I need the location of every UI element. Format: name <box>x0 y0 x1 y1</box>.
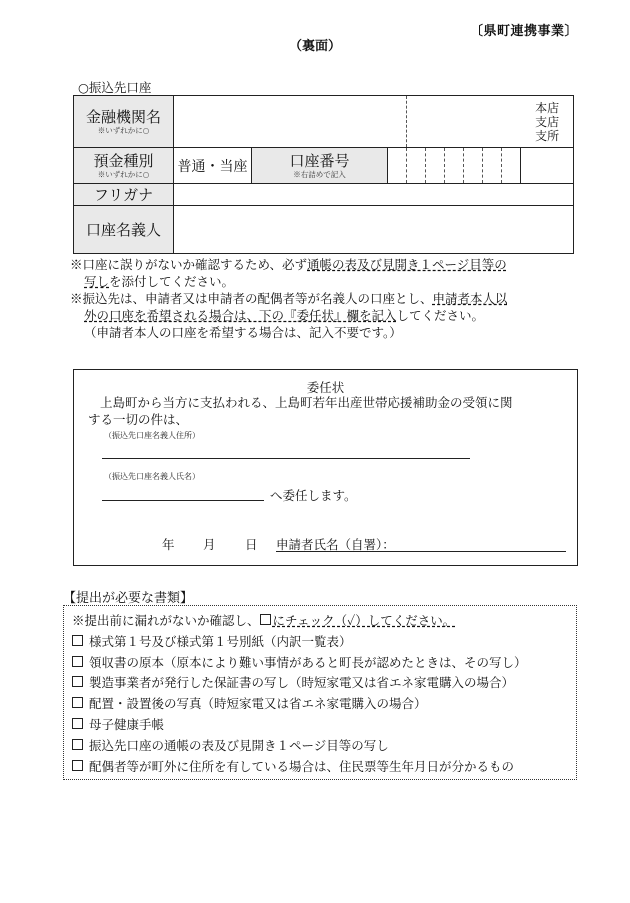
proxy-delegate-text: へ委任します。 <box>270 488 357 503</box>
account-number-spare <box>521 148 574 184</box>
proxy-name-line[interactable] <box>102 500 264 501</box>
program-tag: 〔県町連携事業〕 <box>469 24 578 39</box>
proxy-name-label: （振込先口座名義人氏名） <box>104 472 200 481</box>
account-holder-label: 口座名義人 <box>85 220 161 239</box>
proxy-title: 委任状 <box>306 380 345 395</box>
account-section-label: ○振込先口座 <box>78 80 152 95</box>
doc-item[interactable] <box>72 694 527 715</box>
account-notes <box>70 256 570 341</box>
proxy-body <box>88 394 558 428</box>
docs-instruction-tail: にチェック（✓）してください。 <box>272 613 456 628</box>
checkbox-icon[interactable] <box>72 739 83 750</box>
required-docs-heading: 【提出が必要な書類】 <box>63 591 194 606</box>
note2-underlined-cont: 外の口座を希望される場合は、下の『委任状』欄を記入 <box>84 308 397 323</box>
doc-item-label: 製造事業者が発行した保証書の写し（時短家電又は省エネ家電購入の場合） <box>89 675 515 691</box>
note1-underlined-cont: 写し <box>84 274 110 289</box>
doc-item[interactable] <box>72 673 527 694</box>
proxy-body-line2: する一切の件は、 <box>88 412 189 427</box>
branch-option-sub: 支所 <box>535 128 560 143</box>
bank-name-field[interactable] <box>174 96 407 148</box>
account-digit-6[interactable] <box>483 148 502 184</box>
account-number-note: ※右詰めで記入 <box>293 170 346 179</box>
deposit-type-label: 預金種別 <box>93 152 154 170</box>
doc-item-label: 配置・設置後の写真（時短家電又は省エネ家電購入の場合） <box>89 696 427 712</box>
bank-name-label-cell <box>74 96 174 148</box>
account-digit-1[interactable] <box>388 148 407 184</box>
doc-item[interactable] <box>72 632 527 653</box>
account-number-label-cell <box>252 148 388 184</box>
note1-underlined: 通帳の表及び見開き１ページ目等の <box>307 257 507 272</box>
account-table <box>73 95 574 254</box>
doc-item-label: 振込先口座の通帳の表及び見開き１ページ目等の写し <box>89 737 389 753</box>
note2-tail: してください。 <box>396 308 485 323</box>
docs-instruction-text: ※提出前に漏れがないか確認し、 <box>72 613 260 628</box>
proxy-letter-box <box>73 369 578 566</box>
account-holder-label-cell <box>74 206 174 254</box>
doc-item-label: 領収書の原本（原本により難い事情があると町長が認めたときは、その写し） <box>89 654 527 670</box>
branch-option-branch: 支店 <box>535 114 560 129</box>
bank-name-label: 金融機関名 <box>85 108 161 126</box>
required-docs-box <box>63 605 577 780</box>
bank-name-note: ※いずれかに○ <box>97 126 150 135</box>
date-day-label: 日 <box>245 537 258 552</box>
deposit-type-label-cell <box>74 148 174 184</box>
note1-tail: を添付してください。 <box>109 274 235 289</box>
proxy-address-line[interactable] <box>102 458 470 459</box>
applicant-signature-line[interactable] <box>276 551 566 552</box>
page-side-label: （裏面） <box>288 39 341 54</box>
doc-item[interactable] <box>72 715 527 736</box>
branch-type-field[interactable] <box>407 96 574 148</box>
doc-item-label: 様式第１号及び様式第１号別紙（内訳一覧表） <box>89 633 352 649</box>
checkbox-icon[interactable] <box>72 635 83 646</box>
doc-item-label: 母子健康手帳 <box>89 716 165 732</box>
note2-text: ※振込先は、申請者又は申請者の配偶者等が名義人の口座とし、 <box>70 291 433 306</box>
proxy-body-line1: 上島町から当方に支払われる、上島町若年出産世帯応援補助金の受領に関 <box>100 395 513 410</box>
doc-item-label: 配偶者等が町外に住所を有している場合は、住民票等生年月日が分かるもの <box>89 758 515 774</box>
account-number-label: 口座番号 <box>289 152 350 170</box>
checkbox-icon[interactable] <box>72 718 83 729</box>
deposit-type-value[interactable]: 普通・当座 <box>174 148 252 184</box>
account-digit-7[interactable] <box>502 148 521 184</box>
account-digit-4[interactable] <box>445 148 464 184</box>
checkbox-icon[interactable] <box>72 676 83 687</box>
account-digit-5[interactable] <box>464 148 483 184</box>
docs-instruction <box>72 611 527 632</box>
deposit-type-note: ※いずれかに○ <box>97 170 150 179</box>
doc-item[interactable] <box>72 653 527 674</box>
sample-checkbox-icon <box>260 614 271 625</box>
required-docs-list <box>72 611 527 777</box>
furigana-label: フリガナ <box>93 185 154 204</box>
doc-item[interactable] <box>72 757 527 778</box>
applicant-signature-label: 申請者氏名（自署）： <box>276 537 395 552</box>
note1-text: ※口座に誤りがないか確認するため、必ず <box>70 257 308 272</box>
account-digit-3[interactable] <box>426 148 445 184</box>
date-month-label: 月 <box>203 537 216 552</box>
branch-option-main: 本店 <box>535 100 560 115</box>
checkbox-icon[interactable] <box>72 697 83 708</box>
proxy-address-label: （振込先口座名義人住所） <box>104 431 200 440</box>
date-year-label: 年 <box>162 537 175 552</box>
note3-text: （申請者本人の口座を希望する場合は、記入不要です。） <box>84 325 402 340</box>
account-digit-2[interactable] <box>407 148 426 184</box>
furigana-label-cell <box>74 184 174 206</box>
account-holder-field[interactable] <box>174 206 574 254</box>
note2-underlined: 申請者本人以 <box>432 291 508 306</box>
checkbox-icon[interactable] <box>72 760 83 771</box>
doc-item[interactable] <box>72 736 527 757</box>
furigana-field[interactable] <box>174 184 574 206</box>
checkbox-icon[interactable] <box>72 656 83 667</box>
